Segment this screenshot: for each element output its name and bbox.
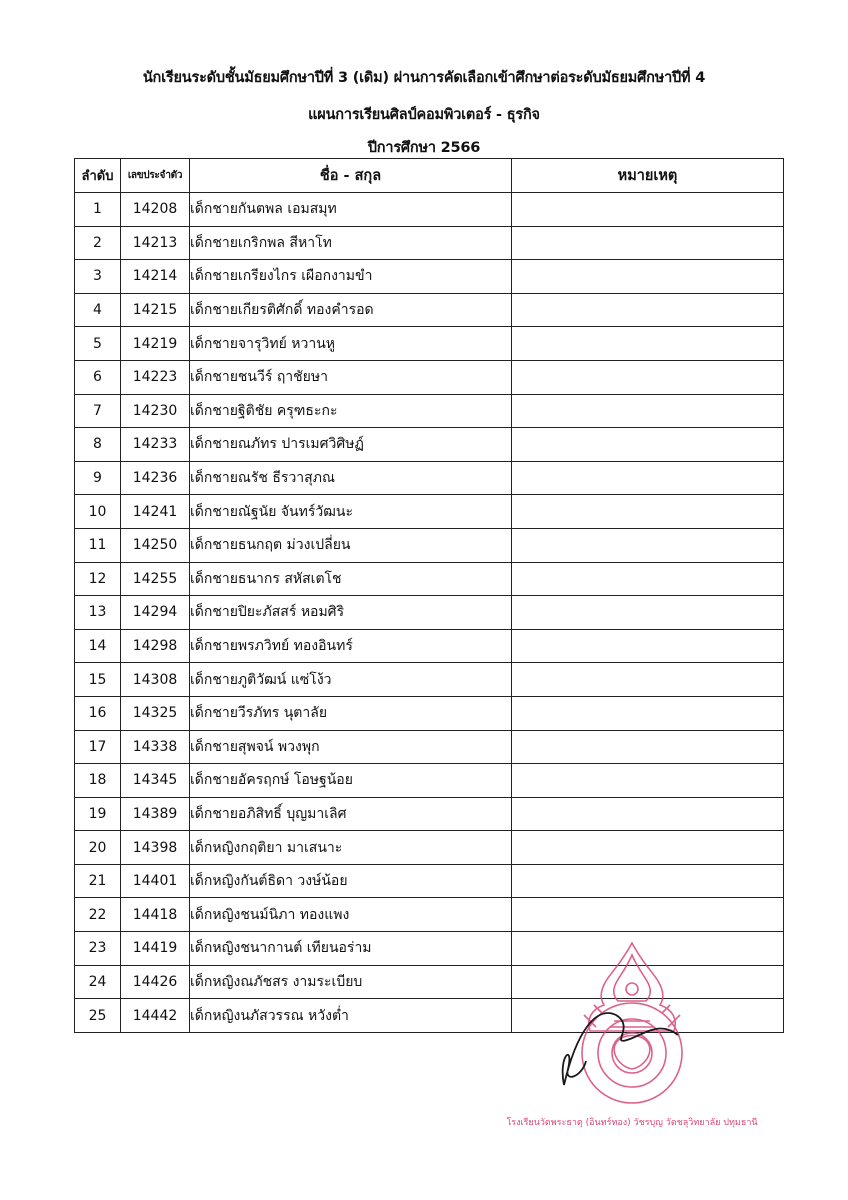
row-order: 23 — [75, 932, 121, 966]
row-remark — [512, 797, 784, 831]
row-remark — [512, 327, 784, 361]
column-header-remark: หมายเหตุ — [512, 159, 784, 193]
column-header-order: ลำดับ — [75, 159, 121, 193]
row-student-name: เด็กชายเกียรติศักดิ์ ทองคำรอด — [190, 293, 512, 327]
row-student-id: 14419 — [121, 932, 190, 966]
table-row — [75, 428, 784, 462]
row-order: 1 — [75, 193, 121, 227]
document-title: นักเรียนระดับชั้นมัธยมศึกษาปีที่ 3 (เดิม) ผ่านการคัดเลือกเข้าศึกษาต่อระดับมัธยมศึกษาปีที่ 4 — [142, 70, 706, 86]
row-student-name: เด็กชายธนากร สหัสเตโช — [190, 562, 512, 596]
table-row — [75, 461, 784, 495]
row-student-name: เด็กชายธนกฤต ม่วงเปลี่ยน — [190, 528, 512, 562]
program-title: แผนการเรียนศิลป์คอมพิวเตอร์ - ธุรกิจ — [308, 107, 540, 123]
row-student-id: 14398 — [121, 831, 190, 865]
row-order: 16 — [75, 696, 121, 730]
row-student-name: เด็กชายปิยะภัสสร์ หอมศิริ — [190, 596, 512, 630]
row-student-name: เด็กหญิงกฤติยา มาเสนาะ — [190, 831, 512, 865]
table-row — [75, 394, 784, 428]
table-body — [75, 193, 784, 1033]
row-student-name: เด็กชายสุพจน์ พวงพุก — [190, 730, 512, 764]
row-remark — [512, 696, 784, 730]
row-remark — [512, 596, 784, 630]
row-order: 15 — [75, 663, 121, 697]
signature-mark — [563, 1013, 678, 1085]
table-row — [75, 596, 784, 630]
row-student-name: เด็กชายเกริกพล สีหาโท — [190, 226, 512, 260]
row-order: 7 — [75, 394, 121, 428]
row-order: 18 — [75, 764, 121, 798]
row-order: 21 — [75, 864, 121, 898]
row-student-id: 14389 — [121, 797, 190, 831]
row-student-name: เด็กชายณรัช ธีรวาสุภณ — [190, 461, 512, 495]
row-student-id: 14294 — [121, 596, 190, 630]
table-row — [75, 831, 784, 865]
row-remark — [512, 629, 784, 663]
row-student-id: 14219 — [121, 327, 190, 361]
table-row — [75, 226, 784, 260]
row-remark — [512, 864, 784, 898]
row-order: 10 — [75, 495, 121, 529]
row-order: 14 — [75, 629, 121, 663]
row-student-name: เด็กชายจารุวิทย์ หวานหู — [190, 327, 512, 361]
row-order: 20 — [75, 831, 121, 865]
row-order: 2 — [75, 226, 121, 260]
row-student-name: เด็กชายณภัทร ปารเมศวิศิษฏ์ — [190, 428, 512, 462]
table-row — [75, 562, 784, 596]
table-row — [75, 260, 784, 294]
row-student-id: 14401 — [121, 864, 190, 898]
row-remark — [512, 562, 784, 596]
row-student-id: 14255 — [121, 562, 190, 596]
row-student-name: เด็กชายเกรียงไกร เผือกงามขำ — [190, 260, 512, 294]
row-student-name: เด็กหญิงชนม์นิภา ทองแพง — [190, 898, 512, 932]
row-student-name: เด็กหญิงณภัชสร งามระเบียบ — [190, 965, 512, 999]
row-student-id: 14442 — [121, 999, 190, 1033]
table-row — [75, 528, 784, 562]
row-remark — [512, 428, 784, 462]
row-order: 3 — [75, 260, 121, 294]
row-student-id: 14345 — [121, 764, 190, 798]
row-order: 12 — [75, 562, 121, 596]
column-header-student-id: เลขประจำตัว — [121, 159, 190, 193]
row-student-id: 14418 — [121, 898, 190, 932]
table-header-row — [75, 159, 784, 193]
row-student-name: เด็กหญิงนภัสวรรณ หวังต่ำ — [190, 999, 512, 1033]
row-order: 8 — [75, 428, 121, 462]
column-header-name: ชื่อ - สกุล — [190, 159, 512, 193]
table-row — [75, 864, 784, 898]
row-student-name: เด็กชายอัครฤกษ์ โอษฐน้อย — [190, 764, 512, 798]
row-remark — [512, 461, 784, 495]
row-order: 4 — [75, 293, 121, 327]
table-row — [75, 495, 784, 529]
row-student-id: 14308 — [121, 663, 190, 697]
table-row — [75, 629, 784, 663]
seal-emblem — [582, 943, 682, 1103]
row-student-name: เด็กชายวีรภัทร นุตาลัย — [190, 696, 512, 730]
row-student-id: 14236 — [121, 461, 190, 495]
row-student-id: 14230 — [121, 394, 190, 428]
row-student-name: เด็กชายชนวีร์ ฤาชัยษา — [190, 360, 512, 394]
table-row — [75, 360, 784, 394]
row-order: 6 — [75, 360, 121, 394]
row-student-id: 14298 — [121, 629, 190, 663]
row-remark — [512, 528, 784, 562]
row-remark — [512, 226, 784, 260]
row-student-id: 14213 — [121, 226, 190, 260]
row-student-id: 14214 — [121, 260, 190, 294]
row-order: 13 — [75, 596, 121, 630]
row-student-name: เด็กชายฐิติชัย ครุฑธะกะ — [190, 394, 512, 428]
row-order: 24 — [75, 965, 121, 999]
table-row — [75, 293, 784, 327]
row-student-id: 14233 — [121, 428, 190, 462]
row-order: 11 — [75, 528, 121, 562]
row-remark — [512, 293, 784, 327]
row-order: 19 — [75, 797, 121, 831]
academic-year: ปีการศึกษา 2566 — [367, 140, 481, 156]
row-student-id: 14338 — [121, 730, 190, 764]
row-student-id: 14208 — [121, 193, 190, 227]
row-student-id: 14426 — [121, 965, 190, 999]
student-table — [74, 158, 784, 1033]
row-student-id: 14250 — [121, 528, 190, 562]
row-student-id: 14325 — [121, 696, 190, 730]
seal-text: โรงเรียนวัดพระธาตุ (อินทร์ทอง) วัชรบุญ วัดชลุวิทยาลัย ปทุมธานี — [506, 1118, 758, 1128]
row-student-id: 14215 — [121, 293, 190, 327]
row-student-name: เด็กชายณัฐนัย จันทร์วัฒนะ — [190, 495, 512, 529]
row-student-id: 14223 — [121, 360, 190, 394]
table-row — [75, 797, 784, 831]
row-order: 25 — [75, 999, 121, 1033]
row-remark — [512, 898, 784, 932]
school-seal-stamp — [506, 935, 758, 1135]
row-remark — [512, 394, 784, 428]
row-student-name: เด็กชายกันตพล เอมสมุท — [190, 193, 512, 227]
row-student-name: เด็กชายอภิสิทธิ์ บุญมาเลิศ — [190, 797, 512, 831]
table-row — [75, 764, 784, 798]
row-remark — [512, 260, 784, 294]
row-student-name: เด็กหญิงกันต์ธิดา วงษ์น้อย — [190, 864, 512, 898]
row-student-name: เด็กชายภูติวัฒน์ แซ่โง้ว — [190, 663, 512, 697]
row-order: 5 — [75, 327, 121, 361]
row-order: 17 — [75, 730, 121, 764]
row-order: 22 — [75, 898, 121, 932]
row-remark — [512, 193, 784, 227]
table-row — [75, 898, 784, 932]
row-remark — [512, 831, 784, 865]
row-remark — [512, 730, 784, 764]
row-student-id: 14241 — [121, 495, 190, 529]
row-student-name: เด็กหญิงชนากานต์ เทียนอร่าม — [190, 932, 512, 966]
table-row — [75, 193, 784, 227]
row-student-name: เด็กชายพรภวิทย์ ทองอินทร์ — [190, 629, 512, 663]
table-row — [75, 696, 784, 730]
row-order: 9 — [75, 461, 121, 495]
row-remark — [512, 360, 784, 394]
row-remark — [512, 764, 784, 798]
table-row — [75, 327, 784, 361]
table-row — [75, 730, 784, 764]
row-remark — [512, 663, 784, 697]
row-remark — [512, 495, 784, 529]
table-row — [75, 663, 784, 697]
